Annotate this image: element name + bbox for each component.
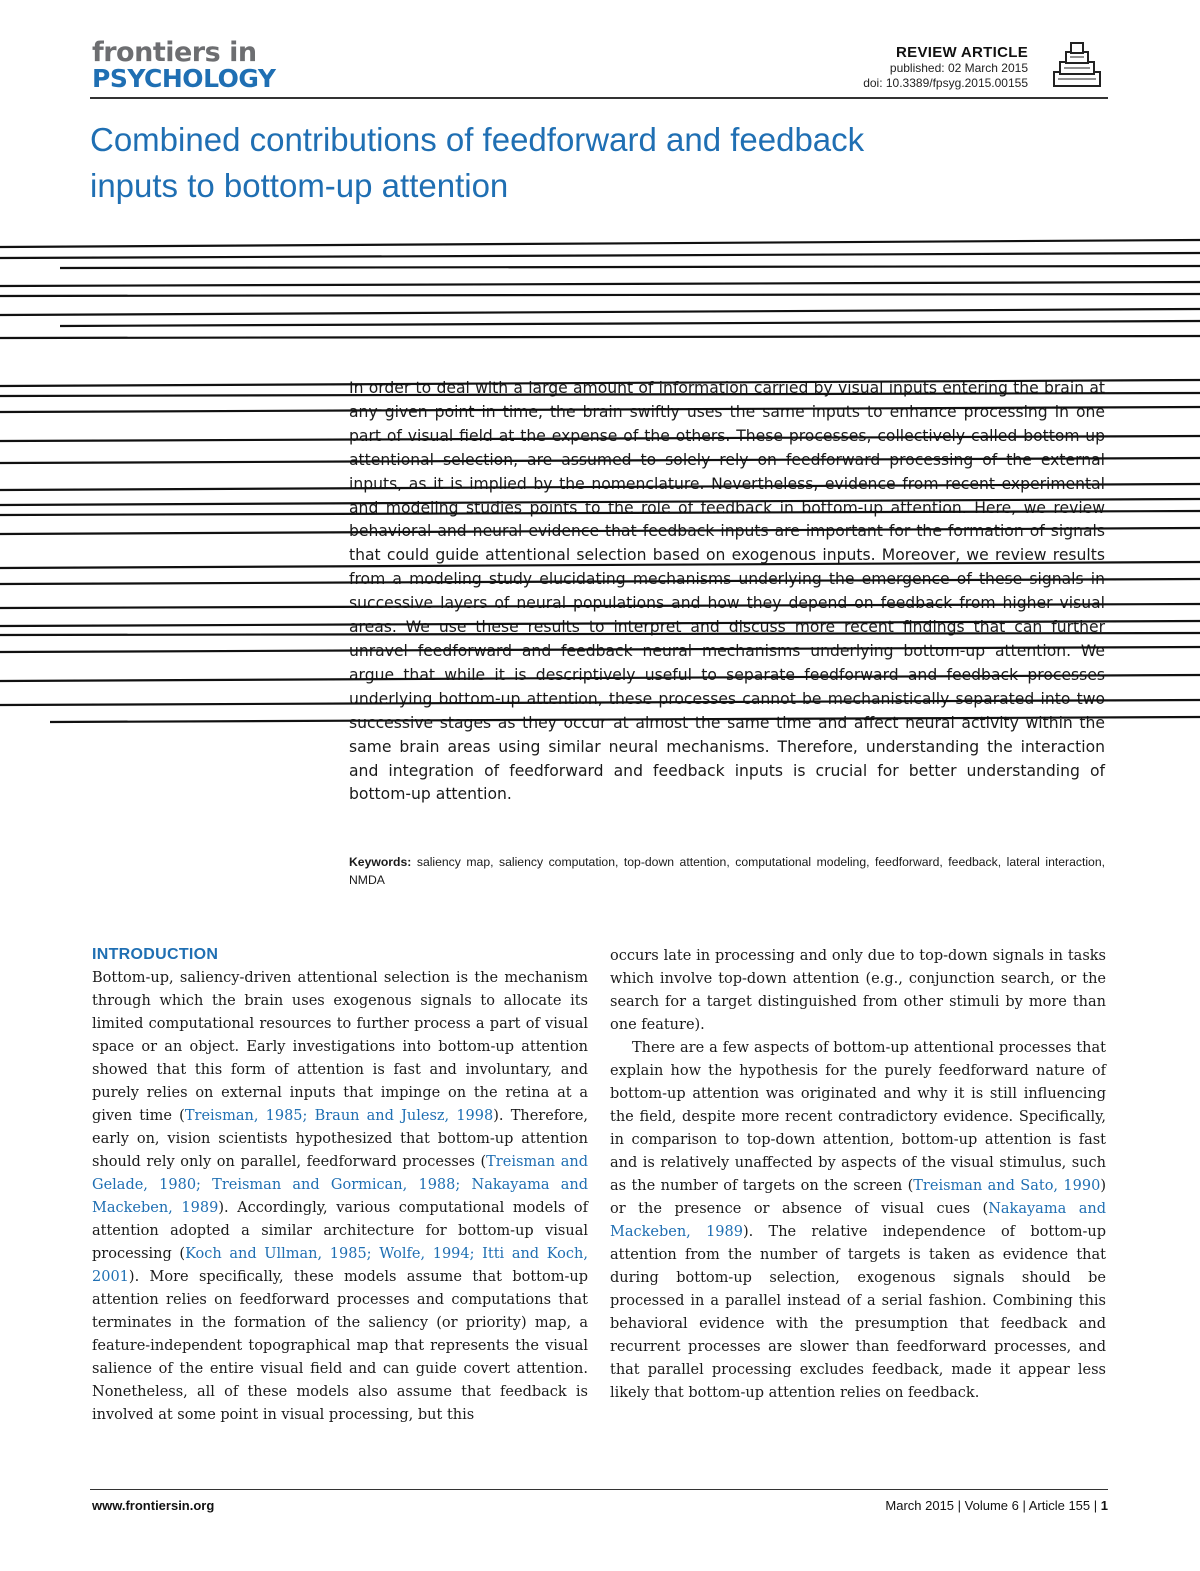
article-meta	[863, 44, 1028, 91]
citation-link[interactable]: Koch and Ullman, 1985; Wolfe, 1994; Itti and Koch, 2001	[92, 1246, 588, 1285]
doi[interactable]: doi: 10.3389/fpsyg.2015.00155	[863, 76, 1028, 90]
page-number: 1	[1100, 1498, 1108, 1513]
strike-line	[0, 336, 1200, 338]
strike-line	[0, 240, 1200, 247]
journal-name-line2: PSYCHOLOGY	[92, 64, 276, 93]
footer-citation: March 2015 | Volume 6 | Article 155 | 1	[885, 1498, 1108, 1513]
header-rule	[90, 97, 1108, 99]
body-column-left	[92, 967, 588, 1427]
article-title	[90, 117, 1090, 209]
keywords-list: saliency map, saliency computation, top-down attention, computational modeling, feedforward, feedback, lateral interaction, NMDA	[349, 855, 1105, 887]
citation-link[interactable]: Nakayama and Mackeben, 1989	[610, 1201, 1106, 1240]
citation-link[interactable]: Treisman, 1985; Braun and Julesz, 1998	[184, 1108, 494, 1124]
journal-logo	[92, 37, 292, 93]
title-line-1: Combined contributions of feedforward and feedback	[90, 121, 865, 158]
strike-line	[0, 282, 1200, 286]
published-date: published: 02 March 2015	[889, 61, 1028, 75]
paragraph: Bottom-up, saliency-driven attentional selection is the mechanism through which the brain uses exogenous signals to allocate its limited computational resources to further process a part of visual space or an object. Early investigations into bottom-up attention showed that this form of attention is fast and involuntary, and purely relies on external inputs that impinge on the retina at a given time (Treisman, 1985; Braun and Julesz, 1998). Therefore, early on, vision scientists hypothesized that bottom-up attention should rely only on parallel, feedforward processes (Treisman and Gelade, 1980; Treisman and Gormican, 1988; Nakayama and Mackeben, 1989). Accordingly, various computational models of attention adopted a similar architecture for bottom-up visual processing (Koch and Ullman, 1985; Wolfe, 1994; Itti and Koch, 2001). More specifically, these models assume that bottom-up attention relies on feedforward processes and computations that terminates in the formation of the saliency (or priority) map, a feature-independent topographical map that represents the visual salience of the entire visual field and can guide covert attention. Nonetheless, all of these models also assume that feedback is involved at some point in visual processing, but this	[92, 970, 589, 1423]
footer-url[interactable]: www.frontiersin.org	[92, 1498, 215, 1513]
paragraph: occurs late in processing and only due to top-down signals in tasks which involve top-down attention (e.g., conjunction search, or the search for a target distinguished from other stimuli by more than one feature).	[610, 948, 1106, 1033]
title-line-2: inputs to bottom-up attention	[90, 167, 509, 204]
abstract: In order to deal with a large amount of information carried by visual inputs entering the brain at any given point in time, the brain swiftly uses the same inputs to enhance processing in one part of visual field at the expense of the others. These processes, collectively called bottom-up attentional selection, are assumed to solely rely on feedforward processing of the external inputs, as it is implied by the nomenclature. Nevertheless, evidence from recent experimental and modeling studies points to the role of feedback in bottom-up attention. Here, we review behavioral and neural evidence that feedback inputs are important for the formation of signals that could guide attentional selection based on exogenous inputs. Moreover, we review results from a modeling study elucidating mechanisms underlying the emergence of these signals in successive layers of neural populations and how they depend on feedback from higher visual areas. We use these results to interpret and discuss more recent findings that can further unravel feedforward and feedback neural mechanisms underlying bottom-up attention. We argue that while it is descriptively useful to separate feedforward and feedback processes underlying bottom-up attention, these processes cannot be mechanistically separated into two successive stages as they occur at almost the same time and affect neural activity within the same brain areas using similar neural mechanisms. Therefore, understanding the interaction and integration of feedforward and feedback inputs is crucial for better understanding of bottom-up attention.	[349, 379, 1105, 804]
strike-line	[0, 253, 1200, 258]
citation-link[interactable]: Treisman and Gelade, 1980; Treisman and Gormican, 1988; Nakayama and Mackeben, 1989	[92, 1154, 588, 1216]
section-heading-introduction: INTRODUCTION	[92, 946, 219, 963]
citation-link[interactable]: Treisman and Sato, 1990	[913, 1178, 1101, 1194]
strike-line	[60, 266, 1200, 268]
keywords-label: Keywords:	[349, 855, 412, 869]
strike-line	[60, 321, 1200, 326]
strike-line	[0, 309, 1200, 315]
journal-name-line1: frontiers in	[92, 37, 257, 68]
crossmark-icon[interactable]	[1048, 38, 1106, 96]
paragraph: There are a few aspects of bottom-up attentional processes that explain how the hypothesis for the purely feedforward nature of bottom-up attention was originated and why it is still influencing the field, despite more recent contradictory evidence. Specifically, in comparison to top-down attention, bottom-up attention is fast and is relatively unaffected by aspects of the visual stimulus, such as the number of targets on the screen (Treisman and Sato, 1990) or the presence or absence of visual cues (Nakayama and Mackeben, 1989). The relative independence of bottom-up attention from the number of targets is taken as evidence that during bottom-up selection, exogenous signals should be processed in a parallel instead of a serial fashion. Combining this behavioral evidence with the presumption that feedback and recurrent processes are slower than feedforward processes, and that parallel processing excludes feedback, made it appear less likely that bottom-up attention relies on feedback.	[610, 1040, 1107, 1401]
strike-line	[0, 294, 1200, 296]
footer-rule	[90, 1489, 1108, 1490]
keywords	[349, 853, 1105, 889]
article-type: REVIEW ARTICLE	[896, 44, 1028, 61]
body-column-right	[610, 945, 1106, 1405]
